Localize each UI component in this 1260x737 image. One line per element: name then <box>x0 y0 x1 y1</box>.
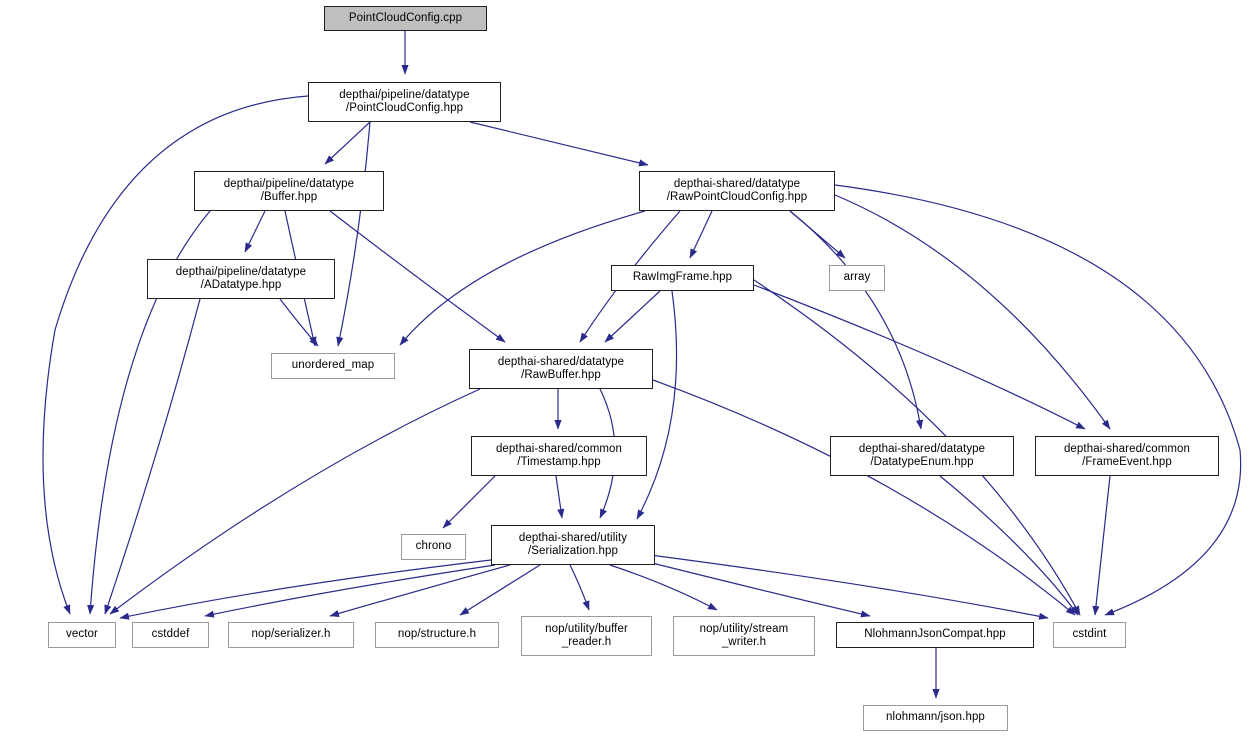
node-label-line2: /ADatatype.hpp <box>200 279 282 291</box>
node-depthai-shared-datatype-rawbuffer-hpp[interactable] <box>469 349 653 389</box>
node-depthai-pipeline-datatype-adatatype-hpp[interactable] <box>147 259 335 299</box>
node-label-line2: _reader.h <box>561 636 612 648</box>
node-depthai-shared-common-timestamp-hpp[interactable] <box>471 436 647 476</box>
node-depthai-shared-utility-serialization-hpp[interactable] <box>491 525 655 565</box>
node-label-line2: /Serialization.hpp <box>527 545 619 557</box>
node-label: nop/structure.h <box>397 628 477 641</box>
node-label-line1: depthai-shared/common <box>1063 442 1191 455</box>
node-array[interactable] <box>829 265 885 291</box>
node-label-line1: depthai-shared/common <box>495 442 623 455</box>
node-unordered-map[interactable] <box>271 353 395 379</box>
node-nop-utility-buffer-reader-h[interactable] <box>521 616 652 656</box>
node-depthai-shared-common-frameevent-hpp[interactable] <box>1035 436 1219 476</box>
node-pointcloudconfig-cpp[interactable] <box>324 6 487 31</box>
node-label: chrono <box>415 540 452 553</box>
node-depthai-pipeline-datatype-buffer-hpp[interactable] <box>194 171 384 211</box>
node-label: nlohmann/json.hpp <box>886 711 985 724</box>
node-chrono[interactable] <box>401 534 466 560</box>
node-label-line1: nop/utility/buffer <box>545 622 628 635</box>
node-depthai-pipeline-datatype-pointcloudconfig-hpp[interactable] <box>308 82 501 122</box>
node-label-line1: depthai-shared/datatype <box>497 355 625 368</box>
node-label-line2: /Buffer.hpp <box>260 191 318 203</box>
node-vector[interactable] <box>48 622 116 648</box>
node-label-line1: nop/utility/stream <box>699 622 789 635</box>
node-label-line1: depthai/pipeline/datatype <box>223 177 355 190</box>
node-nlohmannjsoncompat-hpp[interactable] <box>836 622 1034 648</box>
node-depthai-shared-datatype-rawpointcloudconfig-hpp[interactable] <box>639 171 835 211</box>
node-label-line2: /FrameEvent.hpp <box>1082 456 1172 468</box>
node-cstddef[interactable] <box>132 622 209 648</box>
node-label-line2: /PointCloudConfig.hpp <box>345 102 464 114</box>
node-label-line2: /Timestamp.hpp <box>517 456 601 468</box>
node-label-line1: depthai-shared/datatype <box>858 442 986 455</box>
node-label: vector <box>66 628 98 641</box>
node-label-line1: depthai/pipeline/datatype <box>339 88 470 101</box>
node-label: cstdint <box>1072 628 1107 641</box>
node-label: array <box>843 271 871 284</box>
node-nop-serializer-h[interactable] <box>228 622 354 648</box>
node-label-line2: /RawPointCloudConfig.hpp <box>666 191 808 203</box>
node-label-line2: _writer.h <box>721 636 767 648</box>
node-nop-utility-stream-writer-h[interactable] <box>673 616 815 656</box>
node-label: unordered_map <box>291 359 375 372</box>
node-label: NlohmannJsonCompat.hpp <box>864 628 1006 641</box>
node-label: RawImgFrame.hpp <box>632 271 733 284</box>
node-cstdint[interactable] <box>1053 622 1126 648</box>
node-label-line2: /DatatypeEnum.hpp <box>870 456 974 468</box>
node-nlohmann-json-hpp[interactable] <box>863 705 1008 731</box>
node-label-line1: depthai-shared/utility <box>518 531 628 544</box>
node-label-line2: /RawBuffer.hpp <box>521 369 601 381</box>
node-nop-structure-h[interactable] <box>375 622 499 648</box>
node-label: PointCloudConfig.cpp <box>348 11 463 24</box>
node-label: cstddef <box>151 628 190 641</box>
node-label: nop/serializer.h <box>251 628 331 641</box>
node-label-line1: depthai/pipeline/datatype <box>175 265 307 278</box>
node-depthai-shared-datatype-datatypeenum-hpp[interactable] <box>830 436 1014 476</box>
node-label-line1: depthai-shared/datatype <box>673 177 801 190</box>
node-rawimgframe-hpp[interactable] <box>611 265 754 291</box>
